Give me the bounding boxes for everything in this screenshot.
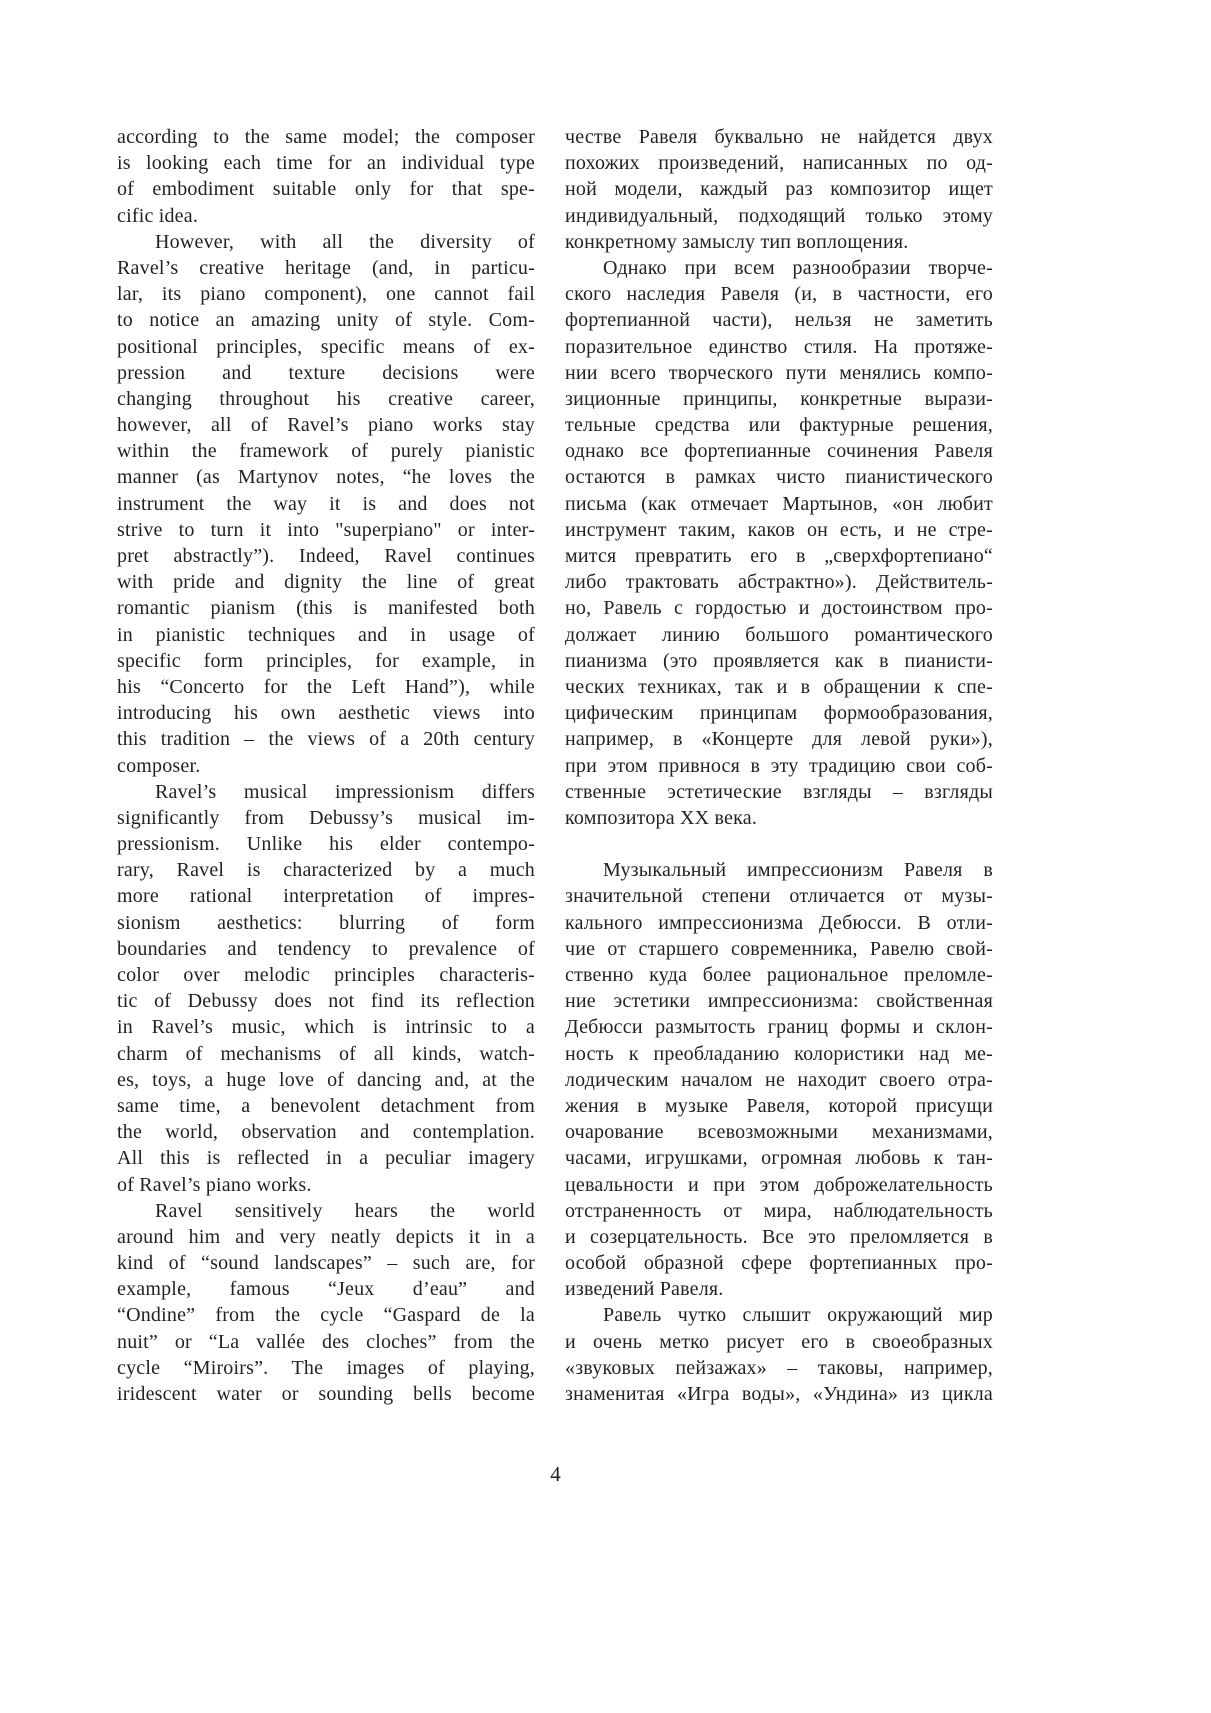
text-line: при этом привнося в эту традицию свои соб- bbox=[565, 754, 993, 777]
text-line: и очень метко рисует его в своеобразных bbox=[565, 1330, 993, 1353]
text-line: cific idea. bbox=[117, 204, 199, 227]
text-line: his “Concerto for the Left Hand”), while bbox=[117, 675, 535, 698]
text-line: зиционные принципы, конкретные вырази- bbox=[565, 387, 993, 410]
text-line: инструмент таким, каков он есть, и не стре- bbox=[565, 518, 993, 541]
text-line: within the framework of purely pianistic bbox=[117, 440, 535, 463]
text-line: pressionism. Unlike his elder contempo- bbox=[117, 833, 535, 856]
text-line: однако все фортепианные сочинения Равеля bbox=[565, 440, 993, 463]
page-number: 4 bbox=[550, 1462, 561, 1486]
text-line: либо трактовать абстрактно»). Действитель- bbox=[565, 571, 993, 594]
text-line: значительной степени отличается от музы- bbox=[565, 885, 993, 908]
text-line: композитора XX века. bbox=[565, 806, 758, 829]
text-line: например, в «Концерте для левой руки»), bbox=[565, 728, 993, 751]
text-line: очарование всевозможными механизмами, bbox=[565, 1121, 993, 1144]
text-line: charm of mechanisms of all kinds, watch- bbox=[117, 1042, 535, 1065]
text-line: особой образной сфере фортепианных про- bbox=[565, 1252, 993, 1275]
russian-column bbox=[565, 124, 993, 1407]
text-line: in pianistic techniques and in usage of bbox=[117, 623, 535, 646]
text-line: in Ravel’s music, which is intrinsic to a bbox=[117, 1016, 535, 1039]
text-line: Ravel’s creative heritage (and, in particu- bbox=[117, 256, 535, 279]
text-line: of embodiment suitable only for that spe- bbox=[117, 178, 535, 201]
text-line: Равель чутко слышит окружающий мир bbox=[603, 1304, 993, 1327]
text-line: изведений Равеля. bbox=[565, 1278, 724, 1301]
text-line: и созерцательность. Все это преломляется в bbox=[565, 1225, 993, 1248]
text-line: жения в музыке Равеля, которой присущи bbox=[565, 1094, 993, 1117]
text-line: похожих произведений, написанных по од- bbox=[565, 152, 993, 175]
text-line: Ravel sensitively hears the world bbox=[155, 1199, 535, 1222]
text-line: of Ravel’s piano works. bbox=[117, 1173, 312, 1196]
paragraph bbox=[117, 779, 535, 1198]
text-line: lar, its piano component), one cannot fail bbox=[117, 283, 535, 306]
text-line: фортепианной части), нельзя не заметить bbox=[565, 309, 993, 332]
text-line: however, all of Ravel’s piano works stay bbox=[117, 414, 535, 437]
text-line: is looking each time for an individual type bbox=[117, 152, 535, 175]
text-line: However, with all the diversity of bbox=[155, 230, 535, 253]
text-line: но, Равель с гордостью и достоинством про- bbox=[565, 597, 993, 620]
text-line: ние эстетики импрессионизма: свойственная bbox=[565, 990, 993, 1013]
text-line: pression and texture decisions were bbox=[117, 361, 535, 384]
text-line: iridescent water or sounding bells become bbox=[117, 1383, 535, 1405]
text-line: «звуковых пейзажах» – таковы, например, bbox=[565, 1356, 993, 1379]
text-line: нии всего творческого пути менялись компо- bbox=[565, 361, 993, 384]
text-line: kind of “sound landscapes” – such are, for bbox=[117, 1252, 535, 1275]
text-line: this tradition – the views of a 20th century bbox=[117, 728, 535, 751]
text-line: manner (as Martynov notes, “he loves the bbox=[117, 466, 535, 489]
text-line: pret abstractly”). Indeed, Ravel continues bbox=[117, 545, 535, 567]
text-line: конкретному замыслу тип воплощения. bbox=[565, 230, 909, 253]
text-line: Дебюсси размытость границ формы и склон- bbox=[565, 1016, 993, 1039]
text-line: sionism aesthetics: blurring of form bbox=[117, 911, 535, 934]
text-line: Ravel’s musical impressionism differs bbox=[155, 780, 535, 803]
text-line: тельные средства или фактурные решения, bbox=[565, 414, 993, 437]
text-line: ского наследия Равеля (и, в частности, его bbox=[565, 283, 993, 306]
text-line: specific form principles, for example, in bbox=[117, 649, 535, 672]
text-line: чие от старшего современника, Равелю свой- bbox=[565, 937, 993, 960]
text-line: лодическим началом не находит своего отра- bbox=[565, 1068, 993, 1091]
text-line: должает линию большого романтического bbox=[565, 623, 993, 646]
text-line: остаются в рамках чисто пианистического bbox=[565, 466, 993, 489]
text-line: отстраненность от мира, наблюдательность bbox=[565, 1199, 993, 1222]
text-line: nuit” or “La vallée des cloches” from the bbox=[117, 1330, 535, 1353]
text-line: поразительное единство стиля. На протяже- bbox=[565, 335, 993, 358]
text-line: example, famous “Jeux d’eau” and bbox=[117, 1278, 535, 1301]
text-line: boundaries and tendency to prevalence of bbox=[117, 937, 535, 960]
text-line: with pride and dignity the line of great bbox=[117, 571, 535, 594]
text-line: rary, Ravel is characterized by a much bbox=[117, 859, 535, 882]
text-line: мится превратить его в „сверхфортепиано“ bbox=[565, 545, 993, 567]
text-line: instrument the way it is and does not bbox=[117, 492, 535, 515]
paragraph bbox=[117, 1198, 535, 1408]
text-line: positional principles, specific means of ex- bbox=[117, 335, 535, 358]
text-line: changing throughout his creative career, bbox=[117, 387, 535, 410]
text-line: around him and very neatly depicts it in a bbox=[117, 1225, 535, 1248]
paragraph bbox=[565, 124, 993, 255]
paragraph bbox=[565, 255, 993, 831]
text-line: кального импрессионизма Дебюсси. В отли- bbox=[565, 911, 993, 934]
text-line: ственно куда более рациональное преломле- bbox=[565, 964, 993, 986]
paragraph bbox=[117, 229, 535, 779]
text-line: romantic pianism (this is manifested both bbox=[117, 597, 535, 620]
paragraph bbox=[565, 857, 993, 1302]
text-line: color over melodic principles characteris- bbox=[117, 964, 535, 986]
text-line: introducing his own aesthetic views into bbox=[117, 702, 535, 725]
text-line: same time, a benevolent detachment from bbox=[117, 1094, 535, 1117]
text-line: ной модели, каждый раз композитор ищет bbox=[565, 178, 993, 201]
text-line: ственные эстетические взгляды – взгляды bbox=[565, 780, 993, 803]
text-line: composer. bbox=[117, 754, 201, 777]
text-line: цифическим принципам формообразования, bbox=[565, 702, 993, 725]
text-line: цевальности и при этом доброжелательность bbox=[565, 1173, 993, 1196]
text-line: часами, игрушками, огромная любовь к тан- bbox=[565, 1147, 993, 1170]
text-line: significantly from Debussy’s musical im- bbox=[117, 806, 535, 829]
text-line: ность к преобладанию колористики над ме- bbox=[565, 1042, 993, 1065]
text-line: the world, observation and contemplation. bbox=[117, 1121, 535, 1144]
paragraph bbox=[117, 124, 535, 229]
text-line: письма (как отмечает Мартынов, «он любит bbox=[565, 492, 993, 515]
text-line: more rational interpretation of impres- bbox=[117, 885, 535, 908]
text-line: All this is reflected in a peculiar imagery bbox=[117, 1147, 535, 1170]
text-line: cycle “Miroirs”. The images of playing, bbox=[117, 1356, 535, 1379]
text-line: to notice an amazing unity of style. Com- bbox=[117, 309, 535, 332]
text-line: es, toys, a huge love of dancing and, at the bbox=[117, 1068, 535, 1091]
text-line: tic of Debussy does not find its reflection bbox=[117, 990, 535, 1013]
text-line: честве Равеля буквально не найдется двух bbox=[565, 126, 993, 148]
text-line: strive to turn it into "superpiano" or inter- bbox=[117, 518, 535, 541]
text-line: Однако при всем разнообразии творче- bbox=[603, 256, 993, 279]
paragraph bbox=[565, 1302, 993, 1407]
text-line: индивидуальный, подходящий только этому bbox=[565, 204, 993, 227]
text-line: знаменитая «Игра воды», «Ундина» из цикла bbox=[565, 1383, 993, 1405]
text-line: ческих техниках, так и в обращении к спе- bbox=[565, 675, 993, 698]
text-line: пианизма (это проявляется как в пианисти- bbox=[565, 649, 993, 672]
text-line: “Ondine” from the cycle “Gaspard de la bbox=[117, 1304, 535, 1327]
text-line: Музыкальный импрессионизм Равеля в bbox=[603, 859, 993, 882]
text-line: according to the same model; the composer bbox=[117, 126, 535, 148]
english-column bbox=[117, 124, 535, 1407]
